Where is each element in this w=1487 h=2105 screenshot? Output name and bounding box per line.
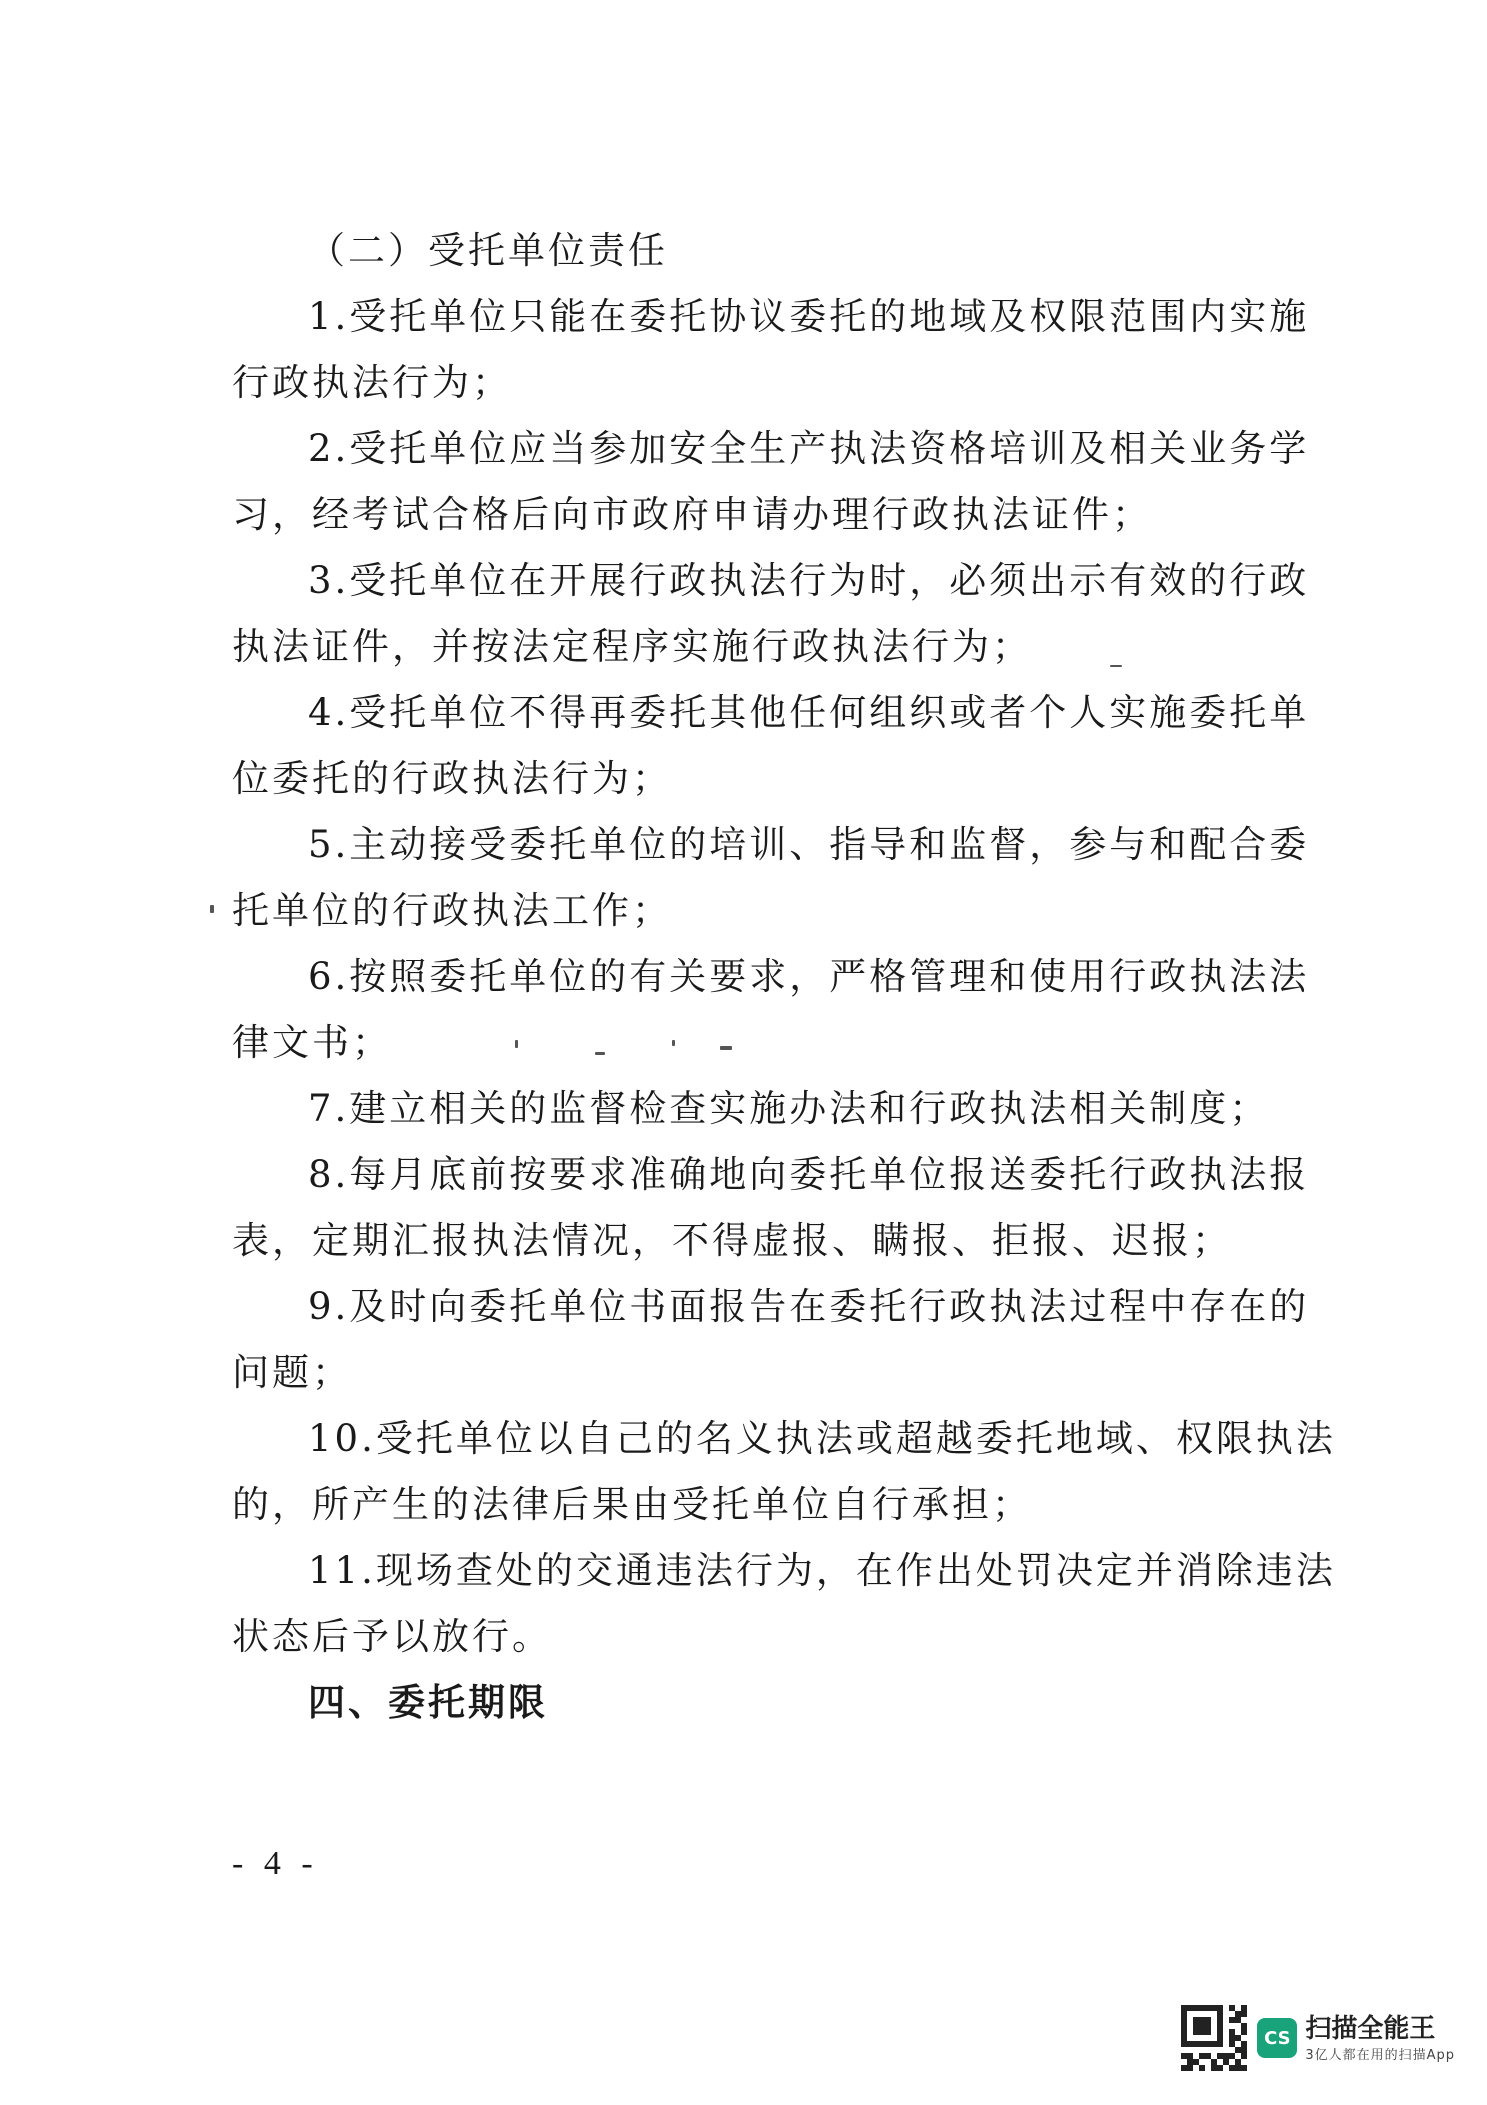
item-11-line-1: 11.现场查处的交通违法行为，在作出处罚决定并消除违法	[308, 1549, 1336, 1592]
item-6-line-1: 6.按照委托单位的有关要求，严格管理和使用行政执法法	[308, 955, 1310, 998]
scan-speck	[672, 1040, 675, 1046]
item-4-line-2: 位委托的行政执法行为；	[232, 757, 672, 800]
page-number: - 4 -	[232, 1845, 319, 1882]
section-heading: 四、委托期限	[308, 1681, 548, 1724]
item-10-line-1: 10.受托单位以自己的名义执法或超越委托地域、权限执法	[308, 1417, 1336, 1460]
item-3-line-1: 3.受托单位在开展行政执法行为时，必须出示有效的行政	[308, 559, 1310, 602]
item-4-line-1: 4.受托单位不得再委托其他任何组织或者个人实施委托单	[308, 691, 1310, 734]
scan-speck	[210, 905, 214, 913]
subheading: （二）受托单位责任	[308, 229, 668, 272]
item-8-line-2: 表，定期汇报执法情况，不得虚报、瞒报、拒报、迟报；	[232, 1219, 1232, 1262]
scan-speck	[1110, 665, 1122, 667]
qr-code-icon	[1181, 2005, 1247, 2071]
item-9-line-1: 9.及时向委托单位书面报告在委托行政执法过程中存在的	[308, 1285, 1310, 1328]
item-5-line-1: 5.主动接受委托单位的培训、指导和监督，参与和配合委	[308, 823, 1310, 866]
item-9-line-2: 问题；	[232, 1351, 352, 1394]
item-11-line-2: 状态后予以放行。	[232, 1615, 552, 1658]
scan-speck	[595, 1052, 605, 1055]
item-2-line-1: 2.受托单位应当参加安全生产执法资格培训及相关业务学	[308, 427, 1310, 470]
watermark-text	[1305, 2014, 1455, 2063]
watermark-tagline: 3亿人都在用的扫描App	[1305, 2047, 1455, 2063]
item-8-line-1: 8.每月底前按要求准确地向委托单位报送委托行政执法报	[308, 1153, 1310, 1196]
item-1-line-1: 1.受托单位只能在委托协议委托的地域及权限范围内实施	[308, 295, 1310, 338]
scan-speck	[720, 1046, 732, 1050]
item-1-line-2: 行政执法行为；	[232, 361, 512, 404]
scanner-watermark	[1181, 2005, 1455, 2071]
watermark-brand: 扫描全能王	[1305, 2013, 1436, 2044]
item-5-line-2: 托单位的行政执法工作；	[232, 889, 672, 932]
document-body	[232, 218, 1336, 1736]
item-2-line-2: 习，经考试合格后向市政府申请办理行政执法证件；	[232, 493, 1152, 536]
item-10-line-2: 的，所产生的法律后果由受托单位自行承担；	[232, 1483, 1032, 1526]
item-3-line-2: 执法证件，并按法定程序实施行政执法行为；	[232, 625, 1032, 668]
item-7-line-1: 7.建立相关的监督检查实施办法和行政执法相关制度；	[308, 1087, 1270, 1130]
item-6-line-2: 律文书；	[232, 1021, 392, 1064]
camscanner-logo-icon: CS	[1257, 2018, 1297, 2058]
scan-speck	[515, 1040, 518, 1048]
